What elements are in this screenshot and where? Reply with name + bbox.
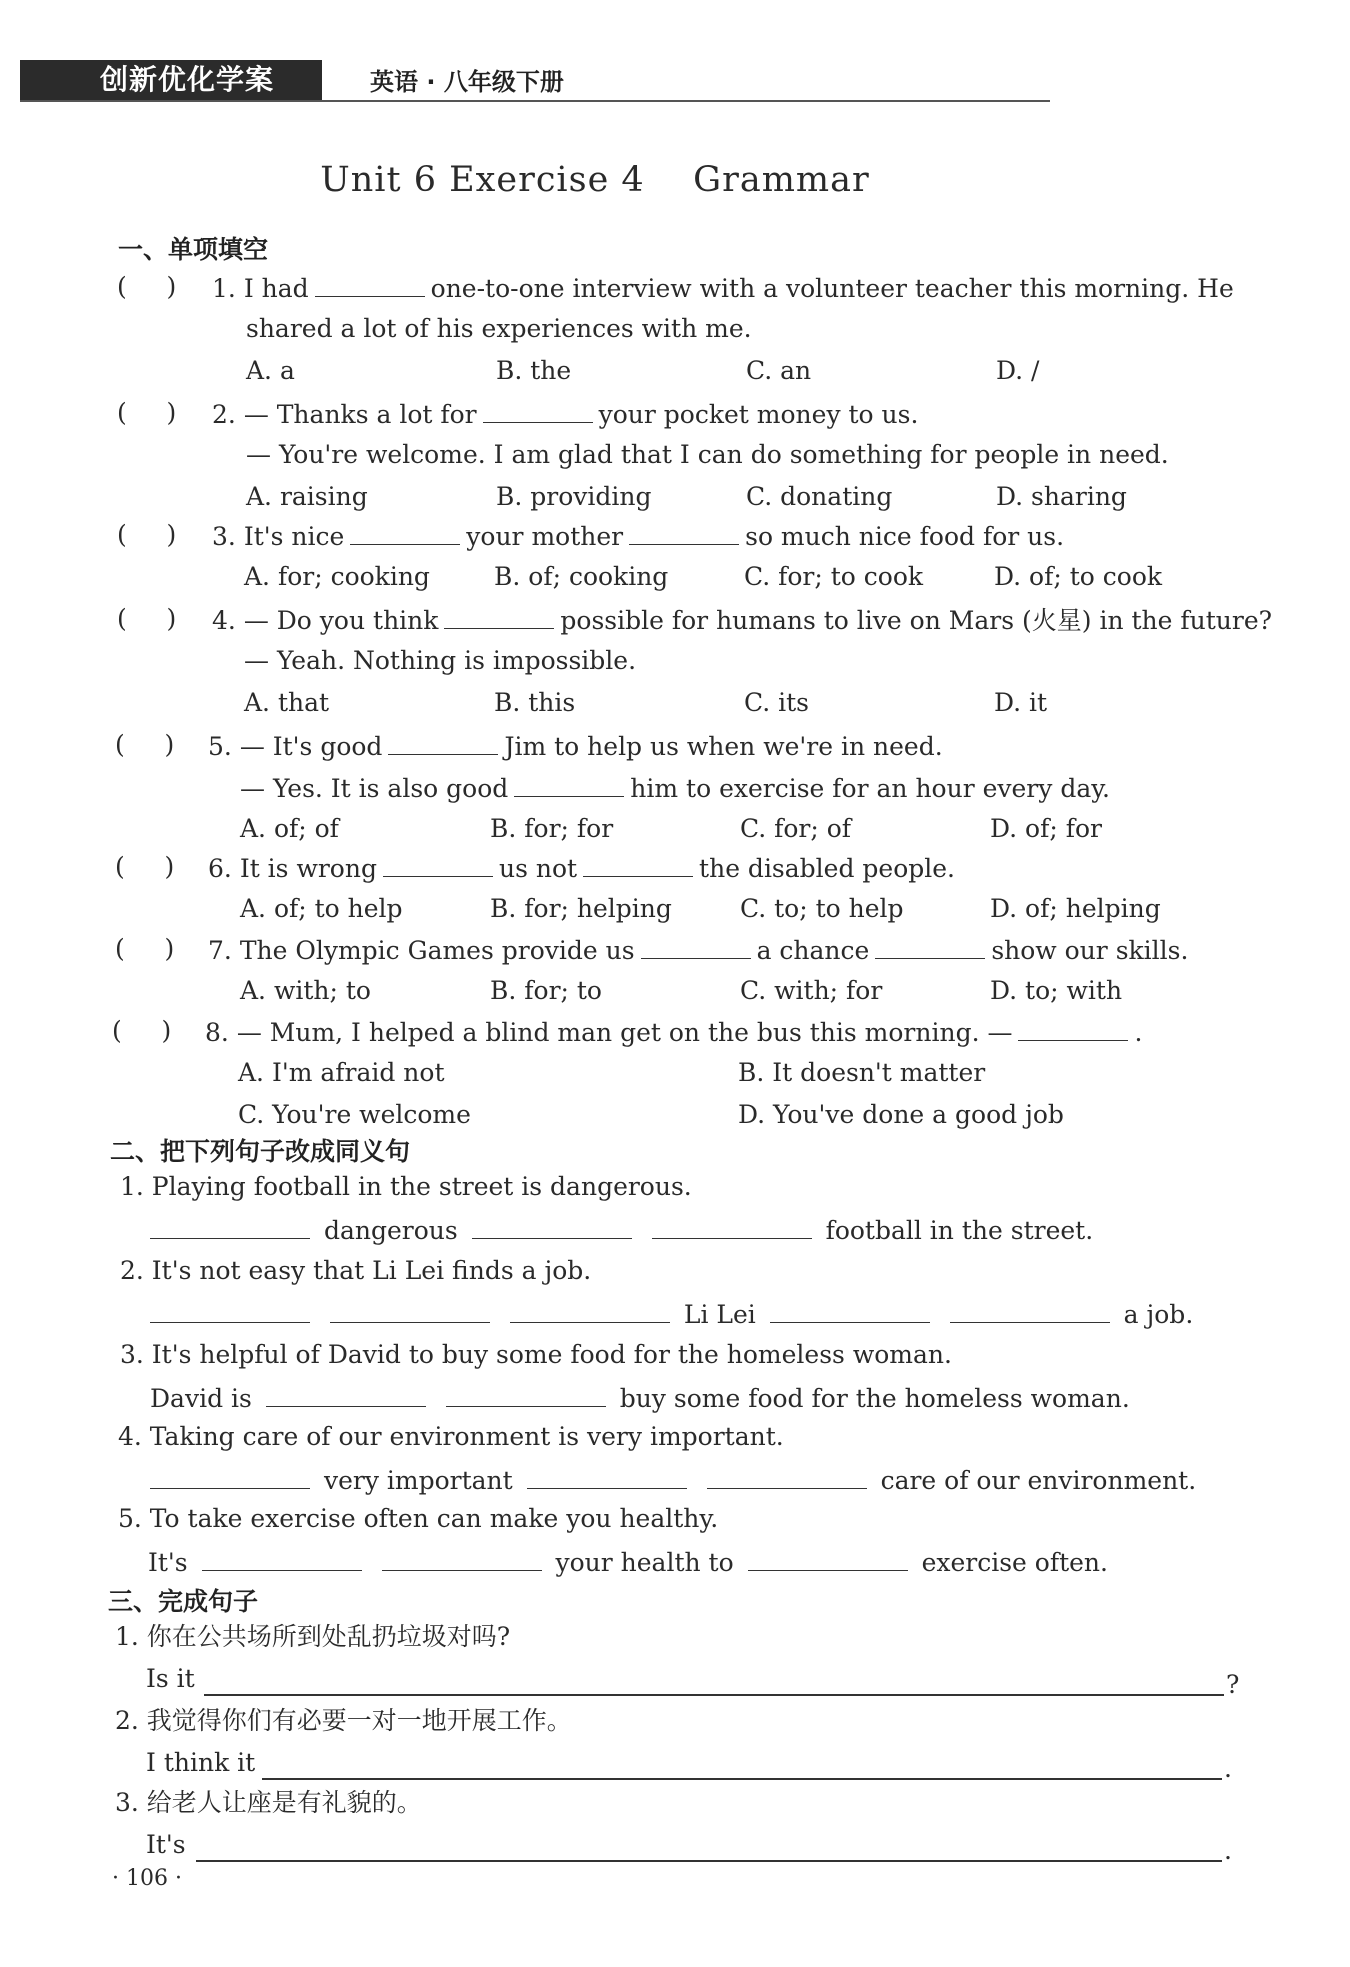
answer-line[interactable] xyxy=(204,1694,1224,1696)
answer-blank[interactable] xyxy=(150,1464,310,1489)
s2-item4-prompt: 4. Taking care of our environment is very important. xyxy=(118,1422,784,1451)
q4-line1 xyxy=(212,604,1272,636)
answer-blank[interactable] xyxy=(527,1464,687,1489)
q5-text-a: — It's good xyxy=(239,732,383,761)
q7-option-b: B. for; to xyxy=(490,976,602,1005)
s2-item2-prompt: 2. It's not easy that Li Lei finds a job. xyxy=(120,1256,592,1285)
q4-text-a: — Do you think xyxy=(243,606,439,635)
s2-item1-a: dangerous xyxy=(323,1216,458,1245)
q8-text-a: — Mum, I helped a blind man get on the bus this morning. — xyxy=(236,1018,1013,1047)
q3-option-b: B. of; cooking xyxy=(494,562,669,591)
s2-item4-answer xyxy=(150,1464,1196,1496)
answer-blank[interactable] xyxy=(383,852,493,877)
answer-blank[interactable] xyxy=(514,772,624,797)
s2-item4-b: care of our environment. xyxy=(880,1466,1197,1495)
answer-paren: ( ) xyxy=(112,1016,172,1045)
answer-blank[interactable] xyxy=(150,1298,310,1323)
s3-item1-end: ? xyxy=(1226,1670,1240,1699)
header-rule xyxy=(20,100,1050,102)
answer-paren: ( ) xyxy=(115,730,175,759)
s2-item1-prompt: 1. Playing football in the street is dangerous. xyxy=(120,1172,692,1201)
s2-item5-c: exercise often. xyxy=(921,1548,1108,1577)
s3-item2-end: . xyxy=(1224,1754,1232,1783)
q2-option-b: B. providing xyxy=(496,482,652,511)
page-number: · 106 · xyxy=(112,1866,182,1891)
answer-blank[interactable] xyxy=(472,1214,632,1239)
q3-option-c: C. for; to cook xyxy=(744,562,924,591)
answer-line[interactable] xyxy=(196,1860,1222,1862)
s3-item3-end: . xyxy=(1224,1836,1232,1865)
s3-item2-prompt: 2. 我觉得你们有必要一对一地开展工作。 xyxy=(115,1706,572,1735)
q7-text-b: a chance xyxy=(756,936,870,965)
section-1-heading: 一、单项填空 xyxy=(118,235,269,264)
q7-option-a: A. with; to xyxy=(240,976,371,1005)
q5-option-a: A. of; of xyxy=(240,814,339,843)
answer-blank[interactable] xyxy=(950,1298,1110,1323)
q3-num: 3. xyxy=(212,522,236,551)
q7-option-c: C. with; for xyxy=(740,976,883,1005)
answer-blank[interactable] xyxy=(483,398,593,423)
q5-option-b: B. for; for xyxy=(490,814,614,843)
q5-line2 xyxy=(240,772,1110,804)
q5-num: 5. xyxy=(208,732,232,761)
answer-blank[interactable] xyxy=(382,1546,542,1571)
q5-text-c: — Yes. It is also good xyxy=(240,774,509,803)
q1-option-c: C. an xyxy=(746,356,812,385)
q3-option-a: A. for; cooking xyxy=(244,562,430,591)
q1-text-b: one-to-one interview with a volunteer teacher this morning. He xyxy=(430,274,1234,303)
answer-blank[interactable] xyxy=(350,520,460,545)
s2-item3-a: David is xyxy=(150,1384,252,1413)
q7-text-c: show our skills. xyxy=(991,936,1189,965)
q6-line1 xyxy=(208,852,955,884)
s3-item1-prompt: 1. 你在公共场所到处乱扔垃圾对吗? xyxy=(115,1622,511,1651)
answer-blank[interactable] xyxy=(770,1298,930,1323)
s2-item3-answer xyxy=(150,1382,1130,1414)
q8-line1 xyxy=(205,1016,1142,1048)
s3-item3-start: It's xyxy=(146,1830,186,1859)
q1-option-b: B. the xyxy=(496,356,572,385)
answer-blank[interactable] xyxy=(510,1298,670,1323)
q1-line1 xyxy=(212,272,1234,304)
page-title: Unit 6 Exercise 4 Grammar xyxy=(320,160,870,200)
answer-paren: ( ) xyxy=(117,520,177,549)
answer-blank[interactable] xyxy=(150,1214,310,1239)
q7-num: 7. xyxy=(208,936,232,965)
q8-option-c: C. You're welcome xyxy=(238,1100,471,1129)
answer-blank[interactable] xyxy=(444,604,554,629)
q4-option-b: B. this xyxy=(494,688,576,717)
q4-option-a: A. that xyxy=(244,688,330,717)
q1-option-a: A. a xyxy=(246,356,295,385)
q1-option-d: D. / xyxy=(996,356,1040,385)
q7-line1 xyxy=(208,934,1188,966)
answer-blank[interactable] xyxy=(1018,1016,1128,1041)
q4-option-c: C. its xyxy=(744,688,810,717)
s2-item3-prompt: 3. It's helpful of David to buy some food for the homeless woman. xyxy=(120,1340,952,1369)
s3-item2-start: I think it xyxy=(146,1748,256,1777)
q3-text-b: your mother xyxy=(466,522,624,551)
q3-option-d: D. of; to cook xyxy=(994,562,1163,591)
q2-option-c: C. donating xyxy=(746,482,893,511)
q1-num: 1. xyxy=(212,274,236,303)
answer-paren: ( ) xyxy=(117,272,177,301)
q2-text-a: — Thanks a lot for xyxy=(243,400,477,429)
q8-text-b: . xyxy=(1134,1018,1143,1047)
q4-option-d: D. it xyxy=(994,688,1048,717)
s2-item3-b: buy some food for the homeless woman. xyxy=(619,1384,1130,1413)
q5-option-c: C. for; of xyxy=(740,814,852,843)
s2-item2-answer xyxy=(150,1298,1193,1330)
answer-blank[interactable] xyxy=(652,1214,812,1239)
answer-blank[interactable] xyxy=(315,272,425,297)
q4-num: 4. xyxy=(212,606,236,635)
q4-text-b: possible for humans to live on Mars (火星) in the future? xyxy=(560,606,1273,635)
answer-blank[interactable] xyxy=(330,1298,490,1323)
q7-option-d: D. to; with xyxy=(990,976,1123,1005)
q2-option-a: A. raising xyxy=(246,482,368,511)
q2-num: 2. xyxy=(212,400,236,429)
answer-blank[interactable] xyxy=(266,1382,426,1407)
s2-item2-b: a job. xyxy=(1123,1300,1194,1329)
s2-item2-a: Li Lei xyxy=(683,1300,756,1329)
q1-line2: shared a lot of his experiences with me. xyxy=(246,314,752,343)
q6-option-d: D. of; helping xyxy=(990,894,1161,923)
answer-blank[interactable] xyxy=(629,520,739,545)
s2-item5-b: your health to xyxy=(555,1548,734,1577)
q3-text-c: so much nice food for us. xyxy=(745,522,1065,551)
answer-paren: ( ) xyxy=(117,604,177,633)
q2-line2: — You're welcome. I am glad that I can do something for people in need. xyxy=(246,440,1169,469)
answer-blank[interactable] xyxy=(388,730,498,755)
q1-text-a: I had xyxy=(243,274,309,303)
brand-banner xyxy=(20,60,322,100)
q5-text-d: him to exercise for an hour every day. xyxy=(630,774,1110,803)
q8-option-b: B. It doesn't matter xyxy=(738,1058,986,1087)
q8-num: 8. xyxy=(205,1018,229,1047)
s2-item5-a: It's xyxy=(148,1548,188,1577)
q5-line1 xyxy=(208,730,943,762)
s3-item1-start: Is it xyxy=(146,1664,195,1693)
q6-option-c: C. to; to help xyxy=(740,894,904,923)
q6-text-c: the disabled people. xyxy=(699,854,956,883)
s2-item4-a: very important xyxy=(323,1466,513,1495)
q5-text-b: Jim to help us when we're in need. xyxy=(504,732,943,761)
answer-blank[interactable] xyxy=(641,934,751,959)
q6-text-a: It is wrong xyxy=(239,854,377,883)
section-2-heading: 二、把下列句子改成同义句 xyxy=(110,1137,411,1166)
answer-paren: ( ) xyxy=(115,934,175,963)
answer-line[interactable] xyxy=(262,1778,1222,1780)
q2-option-d: D. sharing xyxy=(996,482,1127,511)
subject-title: 英语 · 八年级下册 xyxy=(370,68,564,96)
s2-item1-answer xyxy=(150,1214,1093,1246)
answer-blank[interactable] xyxy=(748,1546,908,1571)
q5-option-d: D. of; for xyxy=(990,814,1102,843)
answer-paren: ( ) xyxy=(117,398,177,427)
answer-paren: ( ) xyxy=(115,852,175,881)
q7-text-a: The Olympic Games provide us xyxy=(239,936,635,965)
brand-text: 创新优化学案 xyxy=(100,63,275,96)
answer-blank[interactable] xyxy=(202,1546,362,1571)
q6-option-b: B. for; helping xyxy=(490,894,672,923)
q6-option-a: A. of; to help xyxy=(240,894,403,923)
answer-blank[interactable] xyxy=(707,1464,867,1489)
q4-line2: — Yeah. Nothing is impossible. xyxy=(244,646,637,675)
answer-blank[interactable] xyxy=(875,934,985,959)
q2-text-b: your pocket money to us. xyxy=(598,400,919,429)
q6-text-b: us not xyxy=(498,854,578,883)
s2-item5-answer xyxy=(148,1546,1108,1578)
q8-option-a: A. I'm afraid not xyxy=(238,1058,445,1087)
answer-blank[interactable] xyxy=(583,852,693,877)
q2-line1 xyxy=(212,398,918,430)
section-3-heading: 三、完成句子 xyxy=(108,1587,259,1616)
s2-item5-prompt: 5. To take exercise often can make you healthy. xyxy=(118,1504,719,1533)
q3-text-a: It's nice xyxy=(243,522,345,551)
answer-blank[interactable] xyxy=(446,1382,606,1407)
q3-line1 xyxy=(212,520,1064,552)
s2-item1-b: football in the street. xyxy=(825,1216,1094,1245)
q8-option-d: D. You've done a good job xyxy=(738,1100,1064,1129)
s3-item3-prompt: 3. 给老人让座是有礼貌的。 xyxy=(115,1788,422,1817)
q6-num: 6. xyxy=(208,854,232,883)
